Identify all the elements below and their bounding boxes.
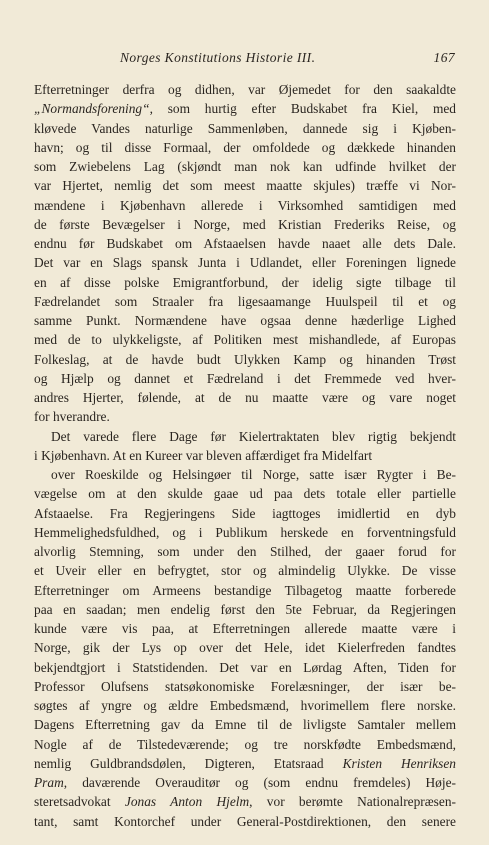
body-text	[34, 80, 456, 831]
text-line: endnu før Budskabet om Afstaaelsen havde naaet alle dets Dale.	[34, 236, 456, 251]
text-line: Folkeslag, at de havde budt Ulykken Kamp og hinanden Trøst	[34, 351, 456, 367]
text-line: andres Hjerter, følende, at de nu maatte være og vare noget	[34, 390, 456, 405]
text-line: mændene i Kjøbenhavn allerede i Virksomhed samtidigen med	[34, 197, 456, 213]
text-line: kløvede Vandes naturlige Sammenløben, dannede sig i Kjøben-	[34, 120, 456, 136]
text-line: Dagens Efterretning gav da Emne til de livligste Samtaler mellem	[34, 717, 456, 733]
text-line: Nogle af de Tilstedeværende; og tre norskfødte Embedsmænd,	[34, 736, 456, 752]
text-line: tant, samt Kontorchef under General-Postdirektionen, den senere	[34, 813, 456, 829]
text-line: havn; og til disse Formaal, der omfoldede og dækkede hinanden	[34, 139, 456, 155]
text-line: Fædrelandet som Straaler fra ligesaamange Huulspeil til et og	[34, 293, 456, 309]
text-line: i Kjøbenhavn. At en Kureer var bleven affærdiget fra Midelfart	[34, 447, 373, 463]
text-line: Afstaaelse. Fra Regjeringens Side iagttoges imidlertid en dyb	[34, 505, 456, 521]
text-line: Det var en Slags spansk Junta i Udlandet, eller Foreningen lignede	[34, 255, 456, 271]
italic-name: Pram	[34, 775, 64, 790]
text-line: „Normandsforening“, som hurtig efter Budskabet fra Kiel, med	[34, 101, 456, 117]
text-line: Norge, gik der Lys op over det Hele, idet Kielerfreden fandtes	[34, 640, 456, 656]
text-line: over Roeskilde og Helsingøer til Norge, satte især Rygter i Be-	[51, 467, 456, 482]
text-line: steretsadvokat Jonas Anton Hjelm, vor berømte Nationalrepræsen-	[34, 794, 456, 810]
text-line: søgtes af yngre og ældre Embedsmænd, hvorimellem flere norske.	[34, 698, 456, 713]
text-line: en af disse polske Emigrantforbund, der idelig sigte tilbage til	[34, 274, 456, 290]
page-number: 167	[433, 50, 455, 65]
text-line: vægelse om at den skulde gaae ud paa dets totale eller partielle	[34, 486, 456, 502]
italic-name: „Normandsforening“	[34, 101, 150, 117]
italic-name: Kristen Henriksen	[342, 755, 456, 771]
running-header	[44, 50, 455, 70]
running-title: Norges Konstitutions Historie III.	[120, 50, 316, 65]
text-line: paa en saadan; men endelig først den 5te Februar, da Regjeringen	[34, 601, 456, 617]
text-line: Det varede flere Dage før Kielertraktaten blev rigtig bekjendt	[51, 428, 456, 444]
text-line: Professor Olufsens statsøkonomiske Forelæsninger, der især be-	[34, 678, 456, 694]
text-line: var Hjertet, nemlig det som meest maatte skjules) træffe vi Nor-	[34, 178, 456, 194]
text-line: Efterretninger om Armeens bestandige Tilbagetog maatte forberede	[34, 582, 456, 598]
text-line: Pram, daværende Overauditør og (som endnu fremdeles) Høje-	[34, 775, 456, 790]
text-line: bekjendtgjort i Statstidenden. Det var en Lørdag Aften, Tiden for	[34, 659, 456, 675]
text-line: med de to ulykkeligste, af Politiken mest mishandlede, af Europas	[34, 332, 456, 348]
text-line: de første Bevægelser i Norge, med Kristian Frederiks Reise, og	[34, 216, 456, 232]
text-line: kunde være vis paa, at Efterretningen allerede maatte være i	[34, 621, 456, 636]
text-line: samme Punkt. Normændene have ogsaa denne hæderlige Lighed	[34, 313, 456, 328]
italic-name: Jonas Anton Hjelm	[124, 794, 250, 810]
text-line: et Uveir eller en befrygtet, stor og almindelig Ulykke. De visse	[34, 563, 456, 579]
text-line: for hverandre.	[34, 409, 110, 425]
text-line: som Zwiebelens Lag (skjøndt man nok kan udfinde hvilket der	[34, 159, 456, 174]
text-line: og Hjælp og dannet et Fædreland i det Fremmede ved hver-	[34, 370, 456, 386]
text-line: Hemmelighedsfuldhed, og i Publikum herskede en forventningsfuld	[34, 524, 456, 540]
text-line: nemlig Guldbrandsdølen, Digteren, Etatsraad Kristen Henriksen	[34, 755, 456, 771]
text-line: alvorlig Stemning, som under den Stilhed, der gaaer forud for	[34, 544, 456, 559]
text-line: Efterretninger derfra og didhen, var Øjemedet for den saakaldte	[34, 82, 456, 97]
